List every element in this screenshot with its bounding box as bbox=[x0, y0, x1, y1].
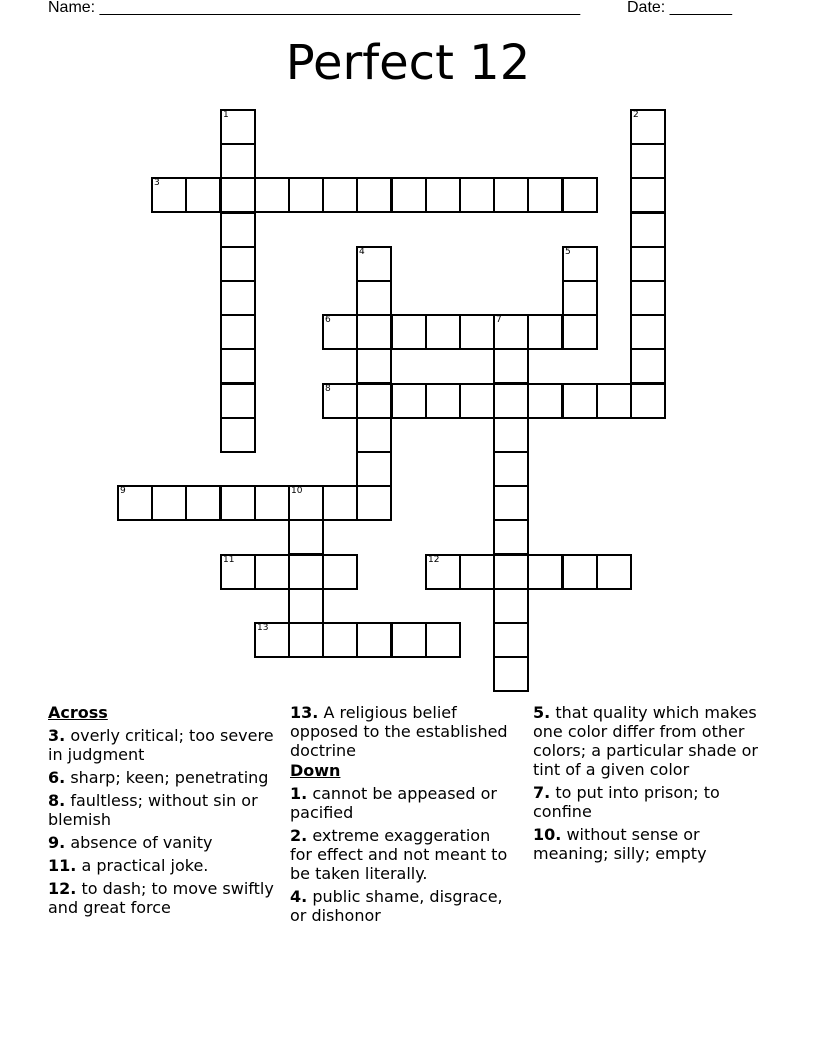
grid-cell[interactable] bbox=[630, 246, 666, 282]
name-field-line: Name: ______________________________________________________ bbox=[48, 0, 581, 16]
grid-cell[interactable] bbox=[630, 143, 666, 179]
grid-cell[interactable] bbox=[425, 554, 461, 590]
grid-cell[interactable] bbox=[562, 314, 598, 350]
grid-cell[interactable] bbox=[630, 280, 666, 316]
grid-cell[interactable] bbox=[151, 177, 187, 213]
grid-cell[interactable] bbox=[391, 314, 427, 350]
grid-cell[interactable] bbox=[288, 485, 324, 521]
grid-cell[interactable] bbox=[288, 554, 324, 590]
clue-down-1 bbox=[290, 784, 510, 822]
clue-text: that quality which makes one color differ from other colors; a particular shade or tint of a given color bbox=[533, 703, 758, 779]
grid-cell[interactable] bbox=[562, 383, 598, 419]
grid-cell[interactable] bbox=[288, 588, 324, 624]
grid-cell[interactable] bbox=[562, 554, 598, 590]
grid-cell[interactable] bbox=[220, 109, 256, 145]
cell-number: 3 bbox=[154, 178, 160, 188]
grid-cell[interactable] bbox=[322, 177, 358, 213]
grid-cell[interactable] bbox=[493, 554, 529, 590]
cell-number: 13 bbox=[257, 623, 269, 633]
grid-cell[interactable] bbox=[288, 622, 324, 658]
grid-cell[interactable] bbox=[459, 554, 495, 590]
clue-across-8 bbox=[48, 791, 278, 829]
grid-cell[interactable] bbox=[254, 554, 290, 590]
grid-cell[interactable] bbox=[356, 451, 392, 487]
clue-down-4 bbox=[290, 887, 510, 925]
cell-number: 11 bbox=[223, 555, 235, 565]
clue-text: sharp; keen; penetrating bbox=[70, 768, 269, 787]
grid-cell[interactable] bbox=[254, 622, 290, 658]
grid-cell[interactable] bbox=[493, 451, 529, 487]
grid-cell[interactable] bbox=[493, 314, 529, 350]
clue-number: 5. bbox=[533, 703, 551, 722]
grid-cell[interactable] bbox=[459, 383, 495, 419]
cell-number: 12 bbox=[428, 555, 440, 565]
grid-cell[interactable] bbox=[356, 383, 392, 419]
cell-number: 8 bbox=[325, 384, 331, 394]
grid-cell[interactable] bbox=[356, 622, 392, 658]
clue-down-5 bbox=[533, 703, 773, 779]
clue-across-9 bbox=[48, 833, 278, 852]
grid-cell[interactable] bbox=[220, 246, 256, 282]
grid-cell[interactable] bbox=[220, 485, 256, 521]
grid-cell[interactable] bbox=[254, 177, 290, 213]
cell-number: 7 bbox=[496, 315, 502, 325]
grid-cell[interactable] bbox=[562, 246, 598, 282]
grid-cell[interactable] bbox=[117, 485, 153, 521]
grid-cell[interactable] bbox=[322, 383, 358, 419]
grid-cell[interactable] bbox=[493, 348, 529, 384]
grid-cell[interactable] bbox=[459, 314, 495, 350]
grid-cell[interactable] bbox=[220, 212, 256, 248]
clue-text: public shame, disgrace, or dishonor bbox=[290, 887, 503, 925]
grid-cell[interactable] bbox=[356, 314, 392, 350]
clue-text: to dash; to move swiftly and great force bbox=[48, 879, 274, 917]
clue-number: 2. bbox=[290, 826, 308, 845]
grid-cell[interactable] bbox=[391, 177, 427, 213]
grid-cell[interactable] bbox=[220, 177, 256, 213]
clue-text: absence of vanity bbox=[70, 833, 213, 852]
clue-column-2 bbox=[290, 702, 510, 925]
grid-cell[interactable] bbox=[493, 417, 529, 453]
grid-cell[interactable] bbox=[185, 177, 221, 213]
grid-cell[interactable] bbox=[630, 177, 666, 213]
grid-cell[interactable] bbox=[425, 314, 461, 350]
grid-cell[interactable] bbox=[220, 280, 256, 316]
grid-cell[interactable] bbox=[391, 622, 427, 658]
grid-cell[interactable] bbox=[356, 485, 392, 521]
grid-cell[interactable] bbox=[356, 348, 392, 384]
grid-cell[interactable] bbox=[493, 485, 529, 521]
date-field-line: Date: _______ bbox=[627, 0, 732, 16]
grid-cell[interactable] bbox=[220, 417, 256, 453]
grid-cell[interactable] bbox=[425, 177, 461, 213]
grid-cell[interactable] bbox=[322, 314, 358, 350]
grid-cell[interactable] bbox=[527, 177, 563, 213]
grid-cell[interactable] bbox=[220, 554, 256, 590]
grid-cell[interactable] bbox=[425, 383, 461, 419]
grid-cell[interactable] bbox=[220, 383, 256, 419]
clue-number: 11. bbox=[48, 856, 77, 875]
grid-cell[interactable] bbox=[493, 622, 529, 658]
clue-text: without sense or meaning; silly; empty bbox=[533, 825, 707, 863]
clue-text: A religious belief opposed to the established doctrine bbox=[290, 703, 508, 760]
cell-number: 4 bbox=[359, 247, 365, 257]
grid-cell[interactable] bbox=[391, 383, 427, 419]
grid-cell[interactable] bbox=[288, 177, 324, 213]
clue-across-13 bbox=[290, 703, 510, 760]
grid-cell[interactable] bbox=[322, 485, 358, 521]
grid-cell[interactable] bbox=[527, 383, 563, 419]
grid-cell[interactable] bbox=[356, 417, 392, 453]
grid-cell[interactable] bbox=[630, 212, 666, 248]
grid-cell[interactable] bbox=[220, 143, 256, 179]
clue-column-3 bbox=[533, 702, 773, 863]
cell-number: 1 bbox=[223, 110, 229, 120]
grid-cell[interactable] bbox=[527, 314, 563, 350]
grid-cell[interactable] bbox=[151, 485, 187, 521]
across-heading: Across bbox=[48, 703, 108, 722]
grid-cell[interactable] bbox=[493, 177, 529, 213]
grid-cell[interactable] bbox=[220, 314, 256, 350]
clue-number: 10. bbox=[533, 825, 562, 844]
cell-number: 5 bbox=[565, 247, 571, 257]
grid-cell[interactable] bbox=[562, 280, 598, 316]
grid-cell[interactable] bbox=[493, 383, 529, 419]
page-title: Perfect 12 bbox=[285, 35, 531, 91]
clue-text: faultless; without sin or blemish bbox=[48, 791, 258, 829]
clue-number: 1. bbox=[290, 784, 308, 803]
clue-number: 9. bbox=[48, 833, 66, 852]
clue-number: 3. bbox=[48, 726, 66, 745]
grid-cell[interactable] bbox=[630, 109, 666, 145]
down-heading: Down bbox=[290, 761, 341, 780]
grid-cell[interactable] bbox=[425, 622, 461, 658]
grid-cell[interactable] bbox=[356, 177, 392, 213]
clue-number: 12. bbox=[48, 879, 77, 898]
clue-text: overly critical; too severe in judgment bbox=[48, 726, 274, 764]
grid-cell[interactable] bbox=[288, 519, 324, 555]
clue-text: to put into prison; to confine bbox=[533, 783, 720, 821]
grid-cell[interactable] bbox=[185, 485, 221, 521]
clue-across-11 bbox=[48, 856, 278, 875]
grid-cell[interactable] bbox=[459, 177, 495, 213]
grid-cell[interactable] bbox=[493, 588, 529, 624]
clue-number: 7. bbox=[533, 783, 551, 802]
cell-number: 6 bbox=[325, 315, 331, 325]
clue-number: 13. bbox=[290, 703, 319, 722]
grid-cell[interactable] bbox=[527, 554, 563, 590]
clue-number: 6. bbox=[48, 768, 66, 787]
grid-cell[interactable] bbox=[630, 314, 666, 350]
clue-down-7 bbox=[533, 783, 773, 821]
clue-across-3 bbox=[48, 726, 278, 764]
cell-number: 10 bbox=[291, 486, 303, 496]
grid-cell[interactable] bbox=[220, 348, 256, 384]
clue-across-12 bbox=[48, 879, 278, 917]
grid-cell[interactable] bbox=[493, 519, 529, 555]
grid-cell[interactable] bbox=[596, 383, 632, 419]
grid-cell[interactable] bbox=[493, 656, 529, 692]
grid-cell[interactable] bbox=[562, 177, 598, 213]
grid-cell[interactable] bbox=[630, 383, 666, 419]
grid-cell[interactable] bbox=[322, 622, 358, 658]
grid-cell[interactable] bbox=[322, 554, 358, 590]
cell-number: 2 bbox=[633, 110, 639, 120]
clue-text: extreme exaggeration for effect and not meant to be taken literally. bbox=[290, 826, 508, 883]
clue-number: 8. bbox=[48, 791, 66, 810]
grid-cell[interactable] bbox=[356, 280, 392, 316]
clue-number: 4. bbox=[290, 887, 308, 906]
clue-down-10 bbox=[533, 825, 773, 863]
clue-text: cannot be appeased or pacified bbox=[290, 784, 497, 822]
cell-number: 9 bbox=[120, 486, 126, 496]
clue-text: a practical joke. bbox=[81, 856, 209, 875]
grid-cell[interactable] bbox=[630, 348, 666, 384]
grid-cell[interactable] bbox=[596, 554, 632, 590]
clue-across-6 bbox=[48, 768, 278, 787]
grid-cell[interactable] bbox=[254, 485, 290, 521]
clue-down-2 bbox=[290, 826, 510, 883]
clue-column-1 bbox=[48, 702, 278, 917]
grid-cell[interactable] bbox=[356, 246, 392, 282]
